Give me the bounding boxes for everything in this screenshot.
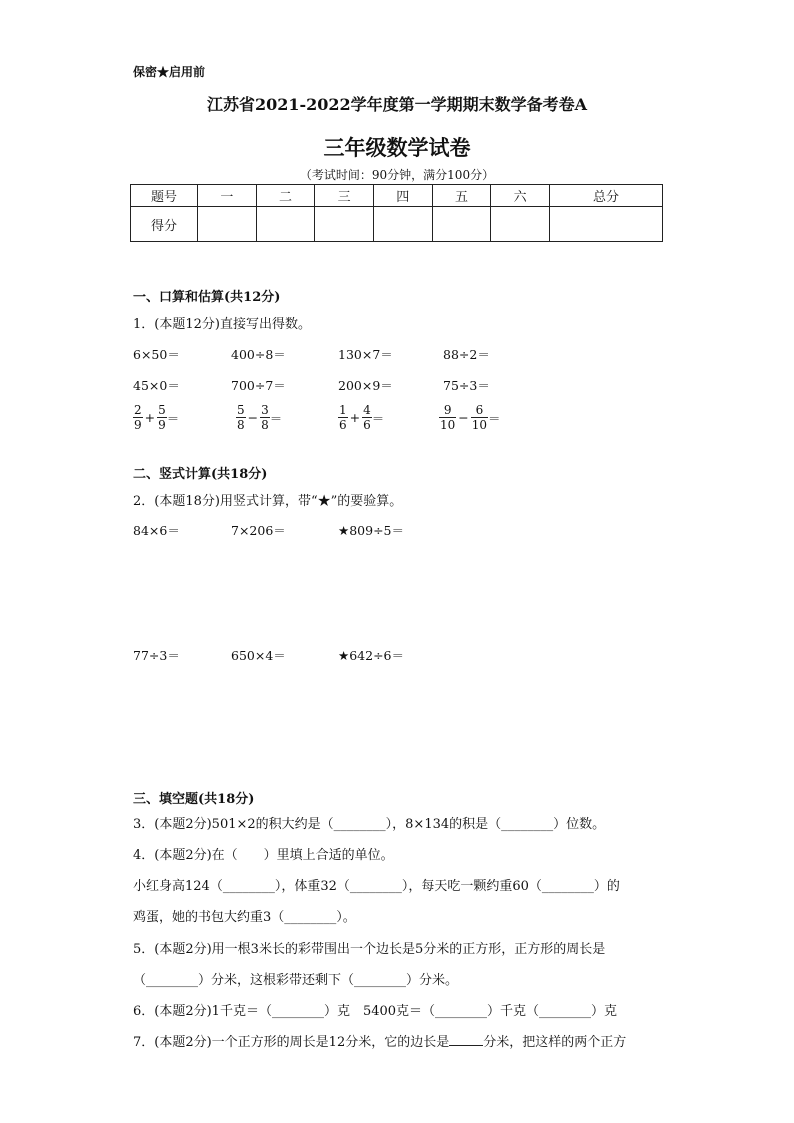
fraction-expression <box>439 403 501 432</box>
numerator: 4 <box>363 403 371 417</box>
operator: + <box>144 410 156 425</box>
fraction-expression <box>133 403 179 432</box>
table-cell: 五 <box>432 185 491 207</box>
denominator: 6 <box>339 418 347 432</box>
equals-sign: ＝ <box>488 410 501 426</box>
score-cell[interactable] <box>315 207 374 242</box>
table-cell: 题号 <box>131 185 198 207</box>
fraction-expression <box>236 403 282 432</box>
fraction <box>157 403 167 432</box>
question-4-line-1: 小红身高124（________），体重32（________），每天吃一颗约重60（________）的 <box>133 879 620 894</box>
calc-item: ★809÷5＝ <box>338 523 404 538</box>
calc-item: 700÷7＝ <box>231 378 286 393</box>
calc-item: 88÷2＝ <box>443 347 490 362</box>
score-table <box>130 184 663 242</box>
numerator: 5 <box>158 403 166 417</box>
confidential-label: 保密★启用前 <box>133 65 206 79</box>
exam-time-note: （考试时间：90分钟，满分100分） <box>299 168 495 182</box>
question-6: 6．(本题2分)1千克＝（________）克 5400克＝（________）千克（________）克 <box>133 1004 618 1019</box>
question-2: 2．(本题18分)用竖式计算，带“★”的要验算。 <box>133 494 403 509</box>
exam-title: 江苏省2021-2022学年度第一学期期末数学备考卷A <box>206 95 588 114</box>
numerator: 9 <box>439 403 456 418</box>
denominator: 9 <box>158 418 166 432</box>
table-cell: 二 <box>256 185 315 207</box>
question-5-line-2: （________）分米，这根彩带还剩下（________）分米。 <box>133 973 459 988</box>
calc-item: 130×7＝ <box>338 347 393 362</box>
table-cell: 一 <box>198 185 257 207</box>
denominator: 9 <box>134 418 142 432</box>
section-3-title: 三、填空题(共18分) <box>133 792 255 807</box>
question-4: 4．(本题2分)在（ ）里填上合适的单位。 <box>133 848 394 863</box>
question-7 <box>133 1031 626 1050</box>
section-1-title: 一、口算和估算(共12分) <box>133 290 281 305</box>
equals-sign: ＝ <box>371 410 385 426</box>
fraction <box>471 403 488 432</box>
calc-item: 650×4＝ <box>231 648 286 663</box>
question-7-text-end: 分米，把这样的两个正方 <box>483 1035 627 1050</box>
numerator: 5 <box>237 403 245 417</box>
fraction <box>236 403 246 432</box>
calc-item: 77÷3＝ <box>133 648 180 663</box>
operator: + <box>349 410 361 425</box>
table-cell: 三 <box>315 185 374 207</box>
fraction-expression <box>338 403 384 432</box>
equals-sign: ＝ <box>269 410 283 426</box>
question-5-line-1: 5．(本题2分)用一根3米长的彩带围出一个边长是5分米的正方形，正方形的周长是 <box>133 942 606 957</box>
denominator: 10 <box>440 418 456 432</box>
fraction <box>439 403 456 432</box>
fraction <box>362 403 372 432</box>
fraction <box>338 403 348 432</box>
question-4-line-2: 鸡蛋，她的书包大约重3（________）。 <box>133 910 356 925</box>
calc-item: 84×6＝ <box>133 523 180 538</box>
score-cell[interactable] <box>256 207 315 242</box>
calc-item: ★642÷6＝ <box>338 648 404 663</box>
question-7-text-start: 7．(本题2分)一个正方形的周长是12分米，它的边长是 <box>133 1035 450 1050</box>
fraction <box>260 403 270 432</box>
denominator: 10 <box>471 418 488 432</box>
table-cell: 总分 <box>549 185 662 207</box>
score-cell[interactable] <box>373 207 432 242</box>
score-cell[interactable] <box>491 207 550 242</box>
numerator: 2 <box>134 403 142 417</box>
table-cell: 得分 <box>131 207 198 242</box>
denominator: 8 <box>237 418 245 432</box>
score-cell[interactable] <box>432 207 491 242</box>
score-cell[interactable] <box>549 207 662 242</box>
denominator: 6 <box>363 418 371 432</box>
score-table-header-row <box>131 185 663 207</box>
operator: − <box>458 410 469 425</box>
table-cell: 六 <box>491 185 550 207</box>
numerator: 1 <box>339 403 347 417</box>
numerator: 3 <box>261 403 269 417</box>
calc-item: 400÷8＝ <box>231 347 286 362</box>
table-cell: 四 <box>373 185 432 207</box>
subject-title: 三年级数学试卷 <box>323 135 471 160</box>
calc-item: 200×9＝ <box>338 378 393 393</box>
calc-item: 6×50＝ <box>133 347 180 362</box>
denominator: 8 <box>261 418 269 432</box>
calc-item: 45×0＝ <box>133 378 180 393</box>
score-table-score-row <box>131 207 663 242</box>
fraction <box>133 403 143 432</box>
question-1: 1．(本题12分)直接写出得数。 <box>133 317 311 332</box>
operator: − <box>247 410 259 425</box>
question-3: 3．(本题2分)501×2的积大约是（________），8×134的积是（________）位数。 <box>133 817 606 832</box>
answer-blank[interactable] <box>449 1045 483 1046</box>
numerator: 6 <box>471 403 488 418</box>
score-cell[interactable] <box>198 207 257 242</box>
section-2-title: 二、竖式计算(共18分) <box>133 467 268 482</box>
calc-item: 7×206＝ <box>231 523 286 538</box>
equals-sign: ＝ <box>166 410 180 426</box>
calc-item: 75÷3＝ <box>443 378 490 393</box>
